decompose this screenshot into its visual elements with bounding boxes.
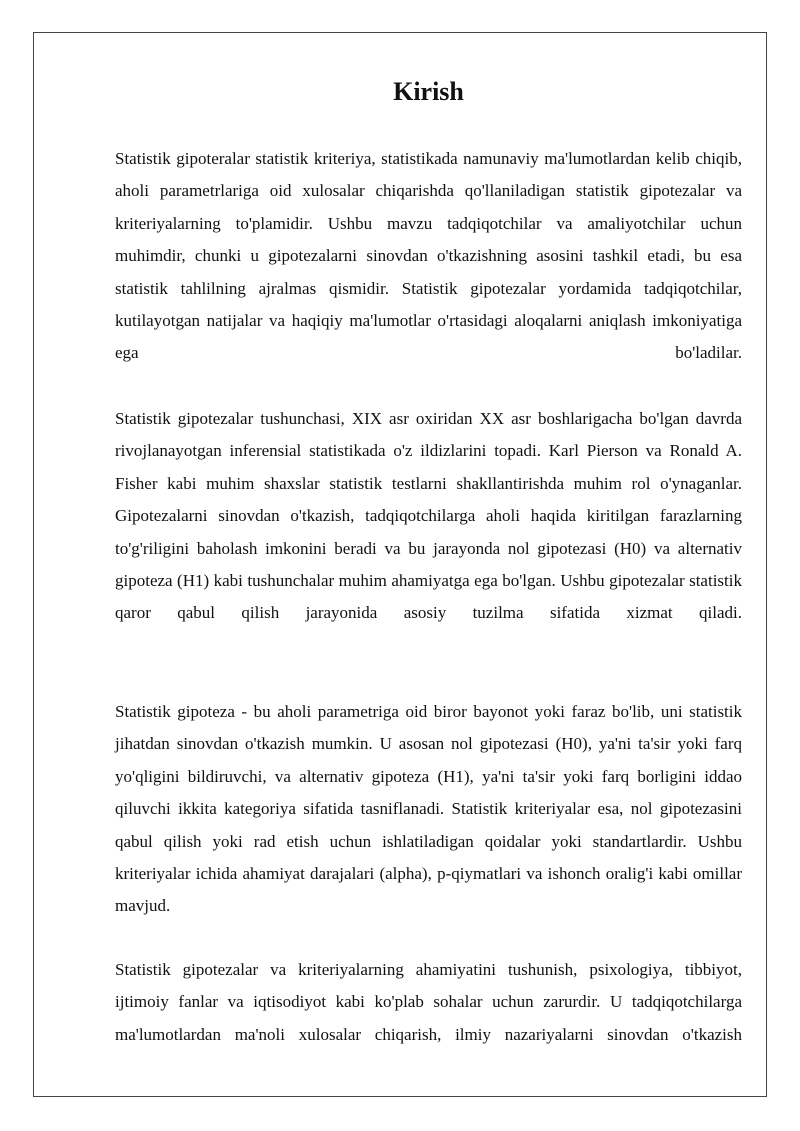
paragraph-4: Statistik gipotezalar va kriteriyalarning ahamiyatini tushunish, psixologiya, tibbiyot, ijtimoiy fanlar va iqtisodiyot kabi ko'plab sohalar uchun zarurdir. U tadqiqotchilarga ma'lumotlardan ma'noli xulosalar chiqarish, ilmiy nazariyalarni sinovdan o'tkazish <box>115 960 742 1044</box>
paragraph-2: Statistik gipotezalar tushunchasi, XIX asr oxiridan XX asr boshlarigacha bo'lgan davrda rivojlanayotgan inferensial statistikada o'z ildizlarini topadi. Karl Pierson va Ronald A. Fisher kabi muhim shaxslar statistik testlarni shakllantirishda muhim rol o'ynaganlar. Gipotezalarni sinovdan o'tkazish, tadqiqotchilarga aholi haqida kiritilgan farazlarning to'g'riligini baholash imkonini beradi va bu jarayonda nol gipotezasi (H0) va alternativ gipoteza (H1) kabi tushunchalar muhim ahamiyatga ega bo'lgan. Ushbu gipotezalar statistik qaror qabul qilish jarayonida asosiy tuzilma sifatida xizmat qiladi. <box>115 409 742 623</box>
paragraph-1: Statistik gipoteralar statistik kriteriya, statistikada namunaviy ma'lumotlardan kelib chiqib, aholi parametrlariga oid xulosalar chiqarishda qo'llaniladigan statistik gipotezalar va kriteriyalarning to'plamidir. Ushbu mavzu tadqiqotchilar va amaliyotchilar uchun muhimdir, chunki u gipotezalarni sinovdan o'tkazishning asosini tashkil etadi, bu esa statistik tahlilning ajralmas qismidir. Statistik gipotezalar yordamida tadqiqotchilar, kutilayotgan natijalar va haqiqiy ma'lumotlar o'rtasidagi aloqalarni aniqlash imkoniyatiga ega bo'ladilar. <box>115 149 742 363</box>
page-title: Kirish <box>393 77 464 106</box>
paragraph-3: Statistik gipoteza - bu aholi parametriga oid biror bayonot yoki faraz bo'lib, uni statistik jihatdan sinovdan o'tkazish mumkin. U asosan nol gipotezasi (H0), ya'ni ta'sir yoki farq yo'qligini bildiruvchi, va alternativ gipoteza (H1), ya'ni ta'sir yoki farq borligini iddao qiluvchi ikkita kategoriya sifatida tasniflanadi. Statistik kriteriyalar esa, nol gipotezasini qabul qilish yoki rad etish uchun ishlatiladigan qoidalar yoki standartlardir. Ushbu kriteriyalar ichida ahamiyat darajalari (alpha), p-qiymatlari va ishonch oralig'i kabi omillar mavjud. <box>115 702 742 916</box>
